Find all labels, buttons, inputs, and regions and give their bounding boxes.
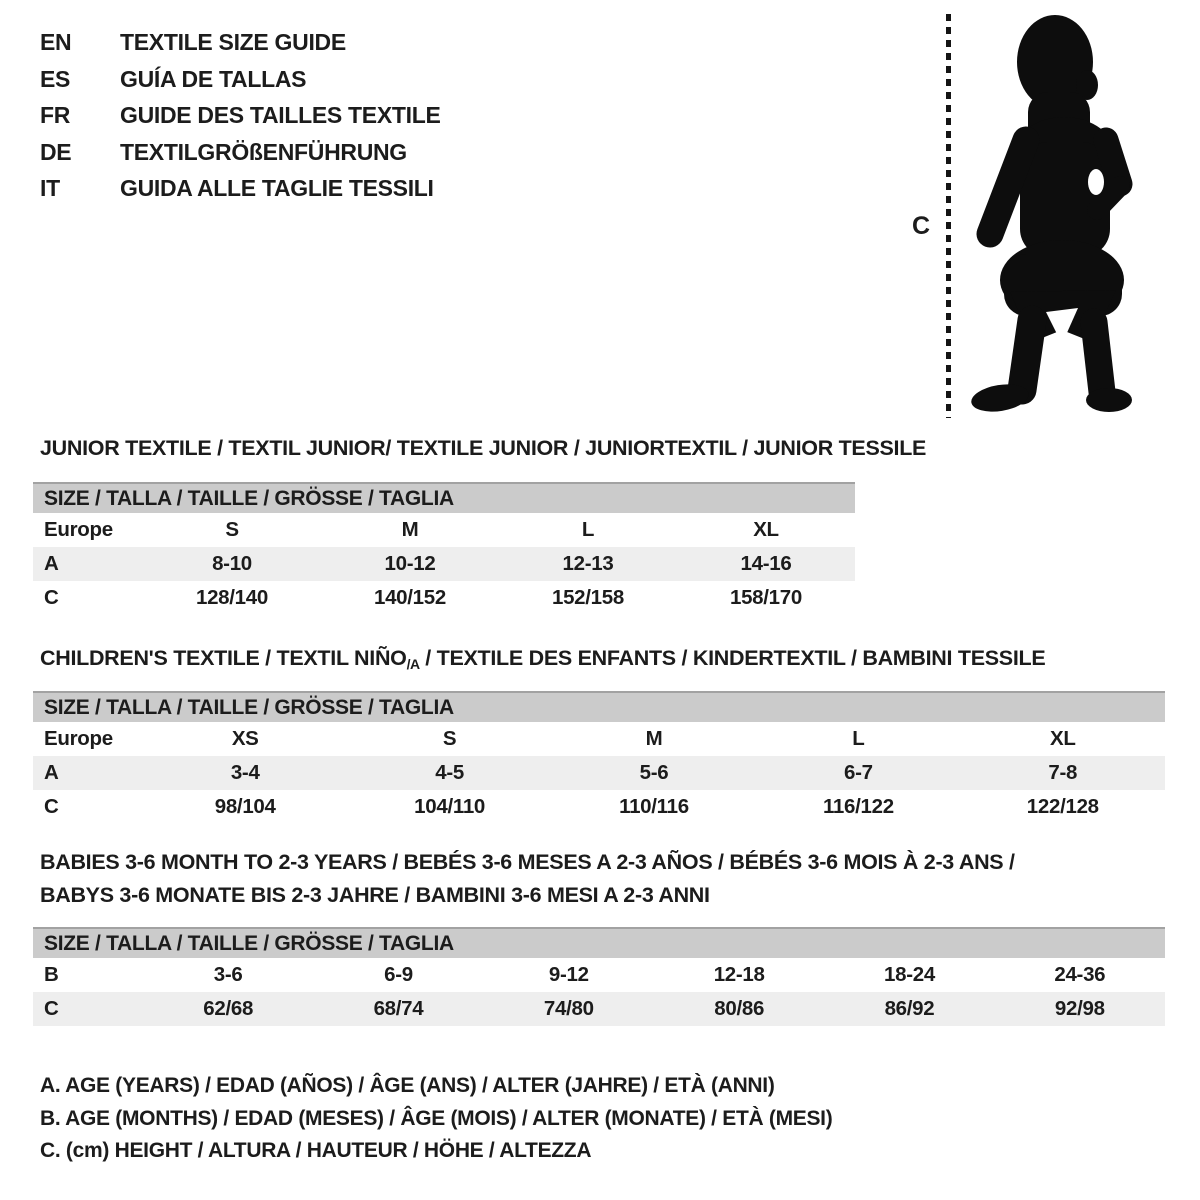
table-cell: M — [645, 727, 663, 750]
table-cell: L — [852, 727, 865, 750]
table-cell: 104/110 — [414, 795, 486, 818]
children-section-heading — [40, 646, 1045, 672]
table-cell: XS — [231, 727, 259, 750]
size-header-band: SIZE / TALLA / TAILLE / GRÖSSE / TAGLIA — [33, 482, 855, 513]
list-item — [40, 61, 441, 98]
table-cell: 3-6 — [213, 963, 243, 986]
table-cell: 4-5 — [435, 761, 464, 784]
table-cell: 68/74 — [373, 997, 424, 1020]
height-measure-dashed-line — [946, 14, 951, 418]
table-cell: XL — [1049, 727, 1076, 750]
row-label-cell: C — [44, 795, 59, 818]
table-row — [33, 581, 855, 615]
heading-text: CHILDREN'S TEXTILE / TEXTIL NIÑO — [40, 646, 407, 670]
table-cell: 116/122 — [822, 795, 894, 818]
language-code: FR — [40, 102, 71, 128]
legend-notes — [40, 1070, 832, 1168]
table-cell: 5-6 — [639, 761, 669, 784]
heading-text: / TEXTILE DES ENFANTS / KINDERTEXTIL / BAMBINI TESSILE — [419, 646, 1046, 670]
table-cell: 24-36 — [1054, 963, 1106, 986]
language-code: IT — [40, 175, 60, 201]
table-row — [33, 547, 855, 581]
junior-size-table — [33, 482, 855, 615]
table-cell: 98/104 — [214, 795, 276, 818]
junior-section-heading: JUNIOR TEXTILE / TEXTIL JUNIOR/ TEXTILE JUNIOR / JUNIORTEXTIL / JUNIOR TESSILE — [40, 436, 927, 460]
language-code: EN — [40, 29, 72, 55]
table-cell: 110/116 — [619, 795, 689, 818]
guide-title: GUÍA DE TALLAS — [120, 65, 307, 92]
guide-title: GUIDA ALLE TAGLIE TESSILI — [120, 175, 434, 201]
language-title-list — [40, 24, 441, 207]
table-cell: 6-9 — [384, 963, 413, 986]
language-code: ES — [40, 65, 71, 92]
table-cell: 12-13 — [562, 552, 614, 575]
table-row — [33, 756, 1165, 790]
babies-size-table — [33, 927, 1165, 1026]
table-row — [33, 722, 1165, 756]
table-cell: 86/92 — [884, 997, 935, 1020]
list-item — [40, 24, 441, 61]
guide-title: TEXTILE SIZE GUIDE — [120, 29, 346, 55]
table-cell: 7-8 — [1048, 761, 1078, 784]
note-age-years: A. AGE (YEARS) / EDAD (AÑOS) / ÂGE (ANS) / ALTER (JAHRE) / ETÀ (ANNI) — [40, 1074, 775, 1097]
table-cell: 12-18 — [713, 963, 765, 986]
junior-table-body — [33, 513, 855, 615]
table-cell: S — [225, 518, 239, 541]
row-label-cell: C — [44, 997, 59, 1020]
table-cell: 74/80 — [543, 997, 594, 1020]
row-label-cell: A — [44, 761, 59, 784]
table-cell: 9-12 — [548, 963, 589, 986]
table-cell: 18-24 — [884, 963, 935, 986]
table-row — [33, 958, 1165, 992]
heading-subscript: /A — [406, 656, 420, 672]
table-cell: S — [442, 727, 457, 750]
children-size-table — [33, 691, 1165, 824]
table-cell: 122/128 — [1026, 795, 1099, 818]
note-age-months: B. AGE (MONTHS) / EDAD (MESES) / ÂGE (MOIS) / ALTER (MONATE) / ETÀ (MESI) — [40, 1106, 833, 1130]
list-item — [40, 170, 441, 207]
babies-section-heading-line1: BABIES 3-6 MONTH TO 2-3 YEARS / BEBÉS 3-6 MESES A 2-3 AÑOS / BÉBÉS 3-6 MOIS À 2-3 ANS / — [40, 850, 1015, 874]
note-height-cm: C. (cm) HEIGHT / ALTURA / HAUTEUR / HÖHE / ALTEZZA — [40, 1139, 592, 1162]
babies-table-body — [33, 958, 1165, 1026]
table-cell: 80/86 — [714, 997, 765, 1020]
list-item — [40, 97, 441, 134]
table-cell: 128/140 — [195, 586, 268, 609]
row-label-cell: Europe — [44, 518, 113, 541]
children-table-body — [33, 722, 1165, 824]
babies-section-heading-line2: BABYS 3-6 MONATE BIS 2-3 JAHRE / BAMBINI 3-6 MESI A 2-3 ANNI — [40, 883, 710, 907]
table-cell: 152/158 — [551, 586, 624, 609]
row-label-cell: Europe — [44, 727, 113, 750]
list-item — [40, 134, 441, 171]
table-row — [33, 992, 1165, 1026]
table-cell: M — [401, 518, 419, 541]
row-label-cell: B — [44, 963, 59, 986]
guide-title: GUIDE DES TAILLES TEXTILE — [120, 102, 441, 128]
table-cell: 14-16 — [740, 552, 792, 575]
table-cell: L — [581, 518, 595, 541]
table-cell: 8-10 — [212, 552, 252, 575]
height-measure-label: C — [912, 212, 930, 240]
table-cell: 3-4 — [230, 761, 260, 784]
table-cell: 6-7 — [844, 761, 873, 784]
row-label-cell: C — [44, 586, 59, 609]
size-header-band: SIZE / TALLA / TAILLE / GRÖSSE / TAGLIA — [33, 927, 1165, 958]
table-row — [33, 513, 855, 547]
table-cell: 158/170 — [729, 586, 802, 609]
table-cell: 92/98 — [1054, 997, 1105, 1020]
table-cell: 10-12 — [384, 552, 436, 575]
table-cell: 140/152 — [373, 586, 446, 609]
size-header-band: SIZE / TALLA / TAILLE / GRÖSSE / TAGLIA — [33, 691, 1165, 722]
table-cell: XL — [753, 518, 779, 541]
guide-title: TEXTILGRÖßENFÜHRUNG — [120, 138, 407, 165]
table-row — [33, 790, 1165, 824]
language-code: DE — [40, 138, 72, 165]
row-label-cell: A — [44, 552, 59, 575]
table-cell: 62/68 — [203, 997, 254, 1020]
toddler-silhouette-icon — [970, 12, 1138, 420]
